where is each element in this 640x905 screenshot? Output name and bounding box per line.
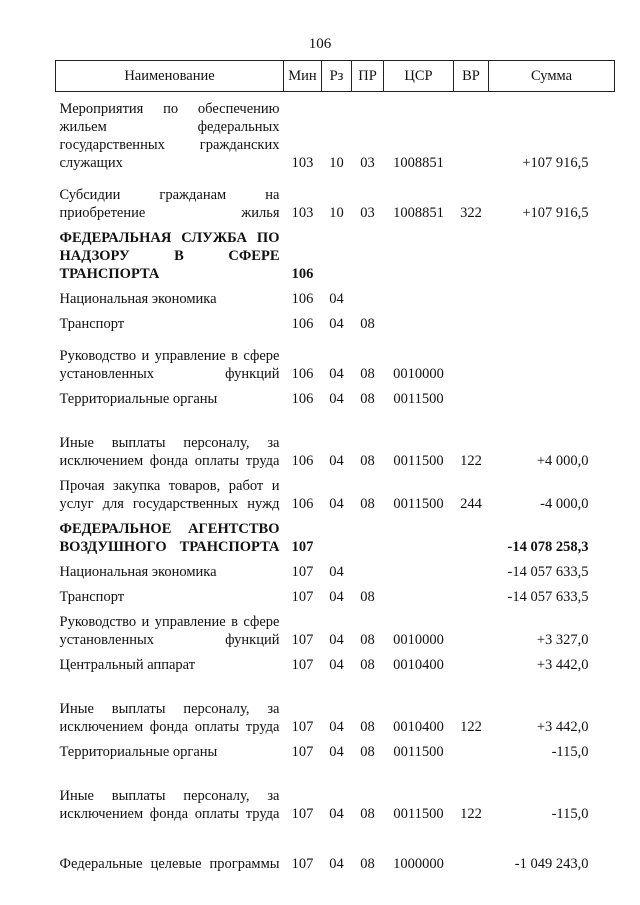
cell-name: Федеральные целевые программы xyxy=(59,855,280,872)
cell-csr: 0011500 xyxy=(393,743,444,760)
cell-sum: -14 057 633,5 xyxy=(507,588,589,605)
cell-pr: 08 xyxy=(360,495,375,512)
cell-rz: 04 xyxy=(329,365,344,382)
cell-vr: 322 xyxy=(460,204,482,221)
cell-sum xyxy=(489,335,615,385)
cell-pr: 08 xyxy=(360,631,375,648)
cell-rz: 04 xyxy=(329,495,344,512)
cell-name: Национальная экономика xyxy=(59,563,217,580)
cell-csr: 0011500 xyxy=(393,452,444,469)
cell-csr: 1008851 xyxy=(393,154,444,171)
cell-vr xyxy=(454,285,489,310)
cell-vr: 122 xyxy=(460,452,482,469)
cell-sum: -4 000,0 xyxy=(540,495,589,512)
header-sum: Сумма xyxy=(489,61,615,92)
cell-csr: 0011500 xyxy=(393,805,444,822)
cell-name: Иные выплаты персоналу, за исключением фонда оплаты труда xyxy=(59,700,280,735)
cell-sum xyxy=(489,310,615,335)
cell-vr xyxy=(454,515,489,558)
table-row xyxy=(56,92,615,174)
cell-pr xyxy=(352,515,384,558)
cell-min: 106 xyxy=(291,452,314,469)
table-row xyxy=(56,738,615,763)
cell-rz: 04 xyxy=(329,588,344,605)
cell-rz: 04 xyxy=(329,563,344,580)
cell-min: 107 xyxy=(291,538,314,555)
cell-pr: 03 xyxy=(360,204,375,221)
cell-vr xyxy=(454,608,489,651)
cell-name: Прочая закупка товаров, работ и услуг для государственных нужд xyxy=(59,477,280,512)
cell-csr xyxy=(384,583,454,608)
cell-rz xyxy=(322,515,352,558)
cell-csr xyxy=(384,558,454,583)
cell-rz: 04 xyxy=(329,656,344,673)
table-row xyxy=(56,385,615,410)
table-body xyxy=(56,92,615,875)
cell-pr: 08 xyxy=(360,855,375,872)
cell-vr: 122 xyxy=(460,805,482,822)
cell-csr xyxy=(384,310,454,335)
cell-sum: -14 057 633,5 xyxy=(507,563,589,580)
cell-vr xyxy=(454,825,489,875)
cell-sum: +4 000,0 xyxy=(536,452,589,469)
cell-min: 107 xyxy=(291,563,314,580)
table-row xyxy=(56,583,615,608)
cell-csr: 0010000 xyxy=(393,365,444,382)
cell-pr xyxy=(352,285,384,310)
header-rz: Рз xyxy=(322,61,352,92)
cell-min: 106 xyxy=(291,315,314,332)
cell-pr: 08 xyxy=(360,805,375,822)
table-row xyxy=(56,608,615,651)
cell-name: ФЕДЕРАЛЬНОЕ АГЕНТСТВО ВОЗДУШНОГО ТРАНСПОРТА xyxy=(59,520,280,555)
cell-sum: +3 442,0 xyxy=(536,718,589,735)
cell-sum xyxy=(489,385,615,410)
cell-min: 106 xyxy=(291,390,314,407)
cell-name: Руководство и управление в сфере установленных функций xyxy=(59,613,280,648)
cell-sum xyxy=(489,224,615,285)
cell-min: 107 xyxy=(291,588,314,605)
cell-sum: -14 078 258,3 xyxy=(507,538,589,555)
table-row xyxy=(56,763,615,825)
page-number: 106 xyxy=(308,36,332,52)
cell-sum: -115,0 xyxy=(551,743,589,760)
cell-min: 107 xyxy=(291,743,314,760)
cell-csr xyxy=(384,515,454,558)
cell-sum: +107 916,5 xyxy=(522,204,589,221)
cell-name: Территориальные органы xyxy=(59,390,218,407)
cell-name: Иные выплаты персоналу, за исключением фонда оплаты труда xyxy=(59,787,280,822)
cell-name: Национальная экономика xyxy=(59,290,217,307)
cell-min: 103 xyxy=(291,154,314,171)
table-row xyxy=(56,310,615,335)
budget-table xyxy=(55,60,615,875)
cell-rz: 04 xyxy=(329,390,344,407)
cell-rz: 10 xyxy=(329,204,344,221)
cell-vr: 122 xyxy=(460,718,482,735)
cell-vr xyxy=(454,651,489,676)
table-row xyxy=(56,285,615,310)
cell-sum: +107 916,5 xyxy=(522,154,589,171)
cell-rz: 10 xyxy=(329,154,344,171)
cell-vr xyxy=(454,738,489,763)
header-vr: ВР xyxy=(454,61,489,92)
header-pr: ПР xyxy=(352,61,384,92)
cell-sum: +3 327,0 xyxy=(536,631,589,648)
cell-pr: 03 xyxy=(360,154,375,171)
cell-vr xyxy=(454,335,489,385)
cell-csr: 0010400 xyxy=(393,656,444,673)
cell-rz: 04 xyxy=(329,855,344,872)
table-row xyxy=(56,174,615,224)
cell-name: Субсидии гражданам на приобретение жилья xyxy=(59,186,280,221)
cell-sum: -115,0 xyxy=(551,805,589,822)
cell-min: 106 xyxy=(291,495,314,512)
table-row xyxy=(56,515,615,558)
cell-rz: 04 xyxy=(329,452,344,469)
table-row xyxy=(56,410,615,472)
cell-rz: 04 xyxy=(329,315,344,332)
cell-csr: 0010000 xyxy=(393,631,444,648)
header-min: Мин xyxy=(284,61,322,92)
cell-pr xyxy=(352,558,384,583)
cell-vr xyxy=(454,92,489,174)
cell-pr: 08 xyxy=(360,718,375,735)
cell-rz xyxy=(322,224,352,285)
cell-csr: 0011500 xyxy=(393,390,444,407)
cell-rz: 04 xyxy=(329,631,344,648)
cell-pr: 08 xyxy=(360,315,375,332)
cell-min: 106 xyxy=(291,365,314,382)
table-header-row xyxy=(56,61,615,92)
cell-csr xyxy=(384,285,454,310)
cell-min: 106 xyxy=(291,265,314,282)
cell-pr: 08 xyxy=(360,743,375,760)
cell-name: Иные выплаты персоналу, за исключением фонда оплаты труда xyxy=(59,434,280,469)
cell-sum xyxy=(489,285,615,310)
cell-rz: 04 xyxy=(329,290,344,307)
table-row xyxy=(56,825,615,875)
cell-min: 106 xyxy=(291,290,314,307)
cell-name: Транспорт xyxy=(59,315,125,332)
cell-vr: 244 xyxy=(460,495,482,512)
table-row xyxy=(56,224,615,285)
cell-pr: 08 xyxy=(360,588,375,605)
cell-min: 107 xyxy=(291,631,314,648)
cell-pr xyxy=(352,224,384,285)
table-row xyxy=(56,651,615,676)
cell-csr xyxy=(384,224,454,285)
cell-min: 107 xyxy=(291,718,314,735)
cell-rz: 04 xyxy=(329,718,344,735)
cell-rz: 04 xyxy=(329,805,344,822)
cell-vr xyxy=(454,224,489,285)
cell-vr xyxy=(454,385,489,410)
cell-name: Территориальные органы xyxy=(59,743,218,760)
cell-sum: +3 442,0 xyxy=(536,656,589,673)
cell-name: Транспорт xyxy=(59,588,125,605)
cell-csr: 1008851 xyxy=(393,204,444,221)
cell-min: 107 xyxy=(291,855,314,872)
cell-pr: 08 xyxy=(360,656,375,673)
cell-vr xyxy=(454,558,489,583)
cell-name: ФЕДЕРАЛЬНАЯ СЛУЖБА ПО НАДЗОРУ В СФЕРЕ ТРАНСПОРТА xyxy=(59,229,280,282)
cell-csr: 0010400 xyxy=(393,718,444,735)
cell-rz: 04 xyxy=(329,743,344,760)
cell-csr: 1000000 xyxy=(393,855,444,872)
cell-pr: 08 xyxy=(360,452,375,469)
cell-min: 103 xyxy=(291,204,314,221)
cell-name: Руководство и управление в сфере установленных функций xyxy=(59,347,280,382)
cell-csr: 0011500 xyxy=(393,495,444,512)
cell-name: Центральный аппарат xyxy=(59,656,196,673)
cell-pr: 08 xyxy=(360,390,375,407)
header-csr: ЦСР xyxy=(384,61,454,92)
cell-vr xyxy=(454,310,489,335)
table-row xyxy=(56,335,615,385)
table-row xyxy=(56,676,615,738)
table-row xyxy=(56,558,615,583)
cell-name: Мероприятия по обеспечению жильем федеральных государственных гражданских служащих xyxy=(59,100,280,171)
table-row xyxy=(56,472,615,515)
cell-pr: 08 xyxy=(360,365,375,382)
cell-min: 107 xyxy=(291,805,314,822)
cell-min: 107 xyxy=(291,656,314,673)
header-name: Наименование xyxy=(56,61,284,92)
cell-vr xyxy=(454,583,489,608)
cell-sum: -1 049 243,0 xyxy=(514,855,589,872)
